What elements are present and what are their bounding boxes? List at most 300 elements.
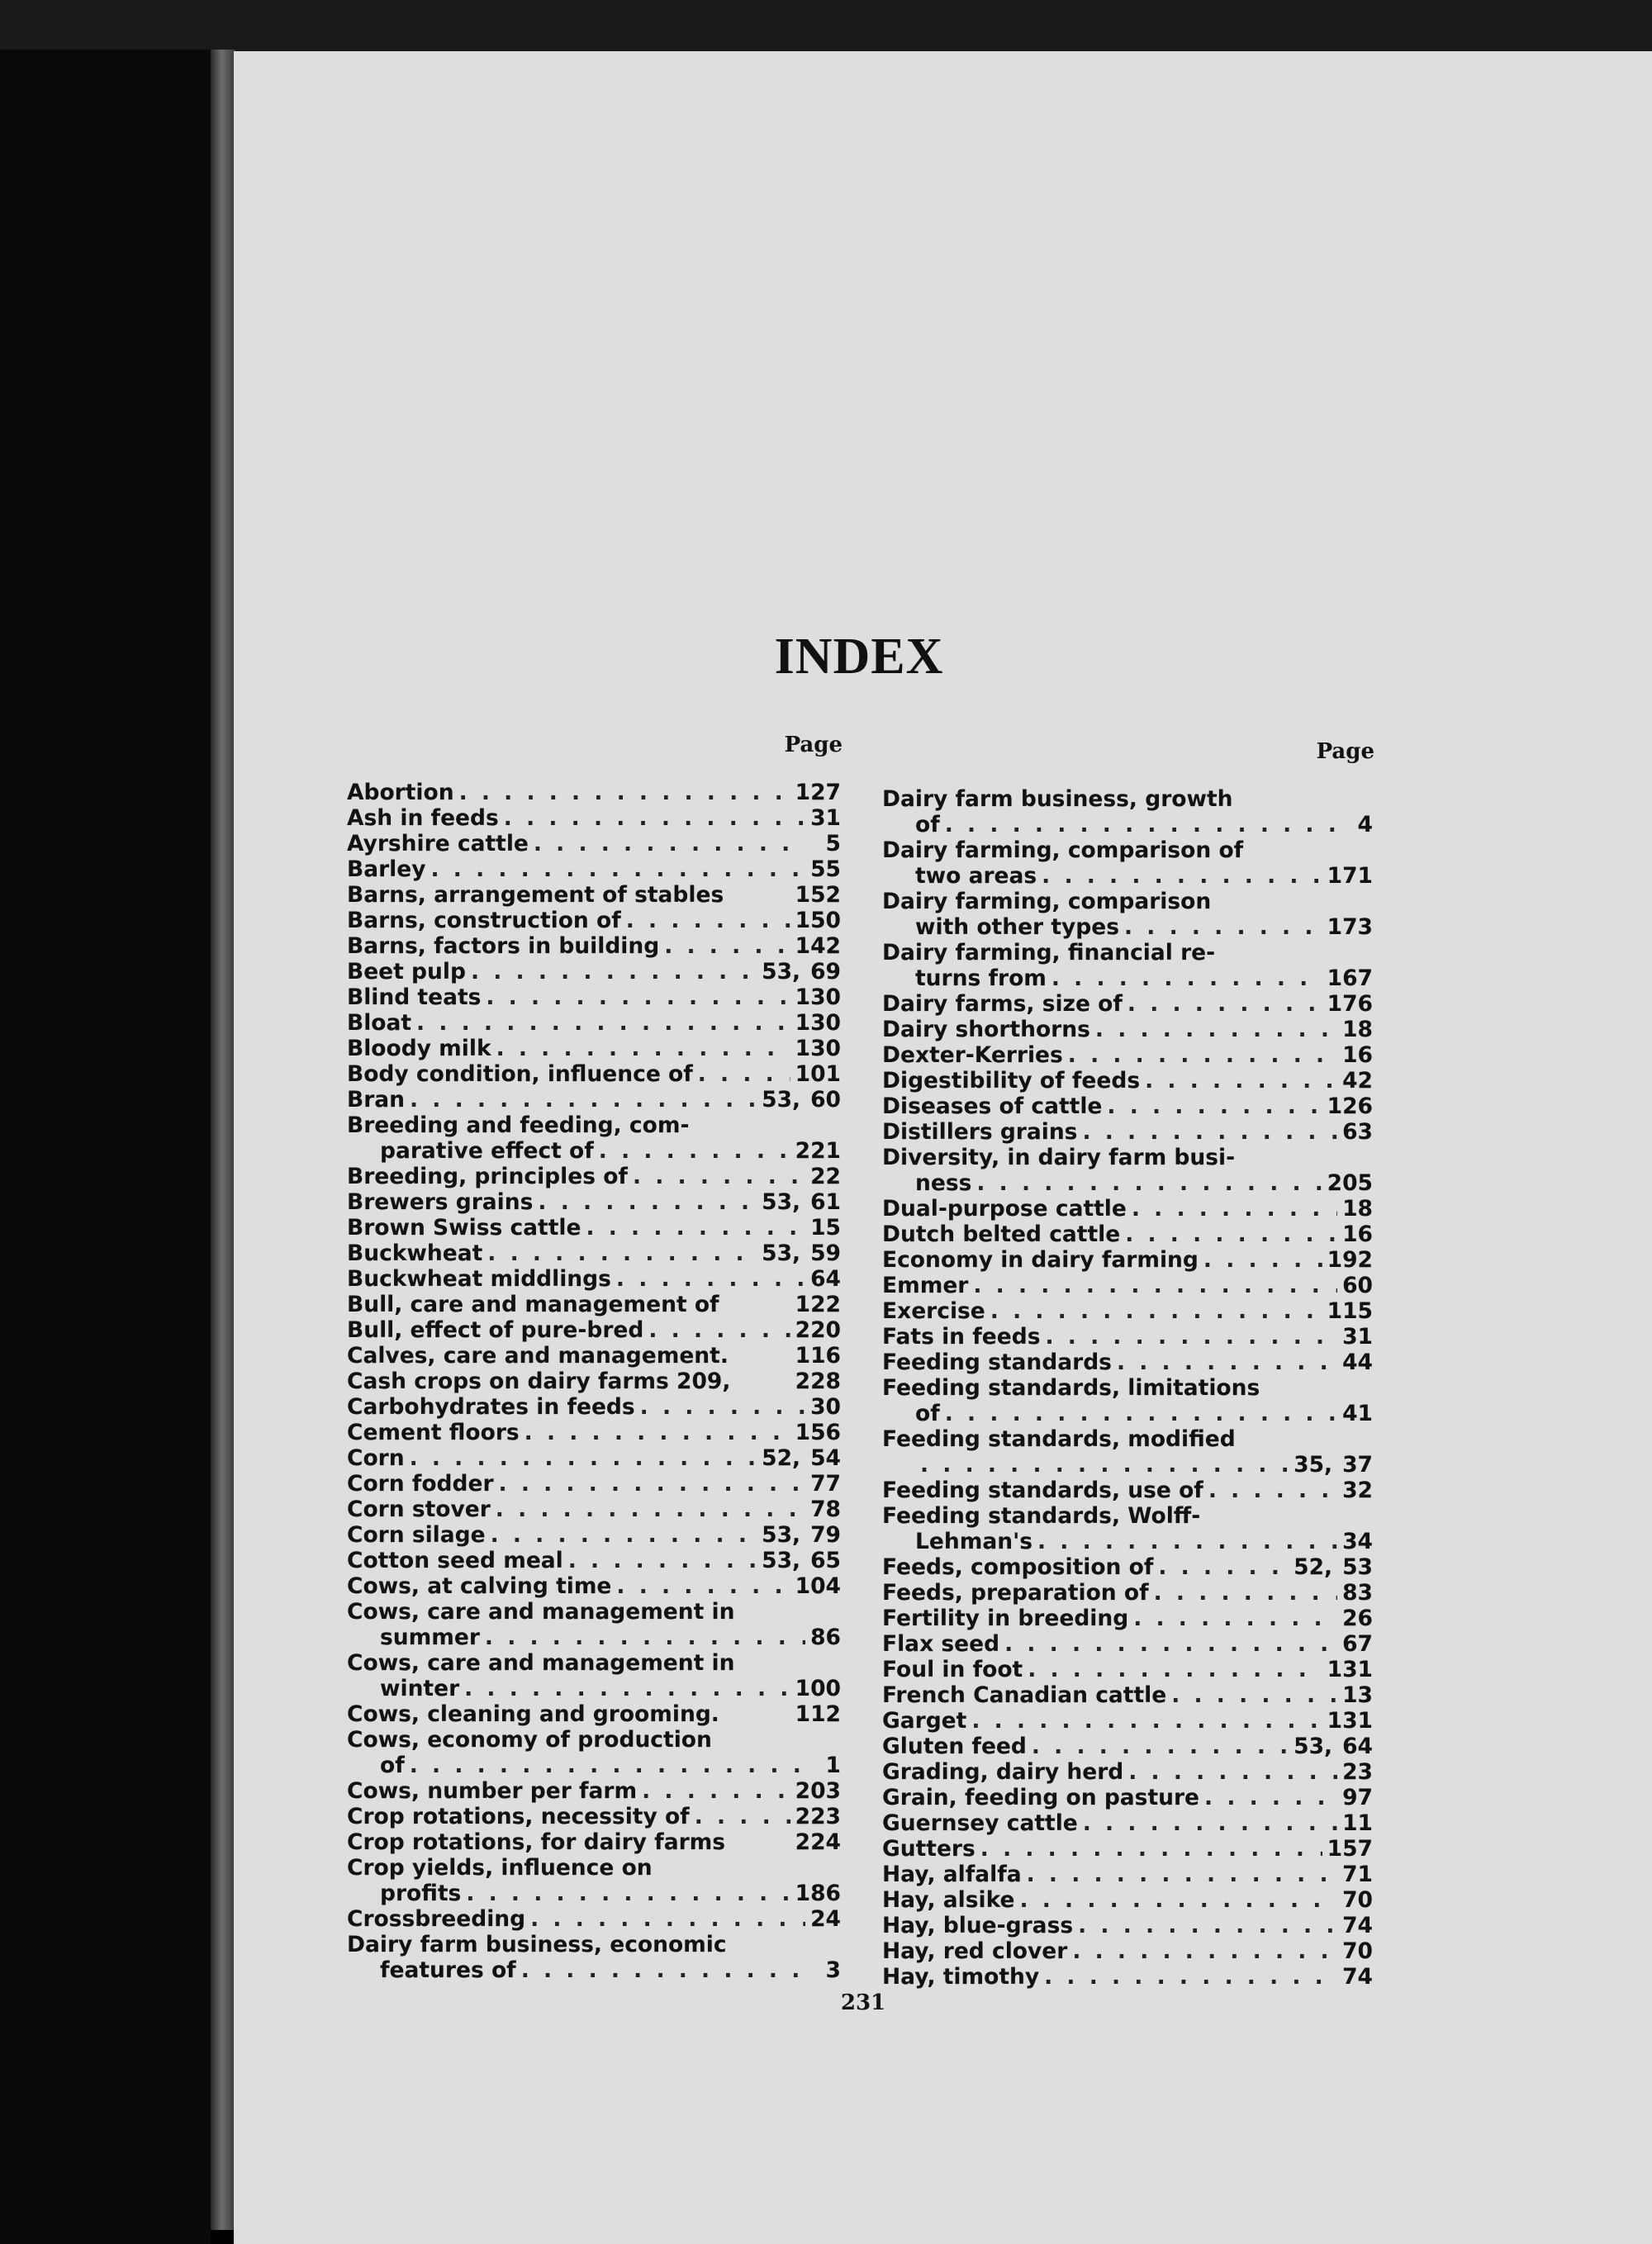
index-entry bbox=[882, 940, 1373, 965]
dot-leader bbox=[1083, 1810, 1337, 1836]
index-entry-term: Gluten feed bbox=[882, 1734, 1027, 1759]
dot-leader bbox=[1051, 965, 1322, 991]
dot-leader bbox=[1145, 1068, 1337, 1094]
scan-top-edge bbox=[0, 0, 1652, 58]
index-entry-page: 220 bbox=[795, 1317, 841, 1343]
dot-leader bbox=[616, 1266, 805, 1292]
index-entry bbox=[882, 1196, 1373, 1222]
index-entry bbox=[882, 1452, 1373, 1478]
dot-leader bbox=[1133, 1606, 1337, 1631]
dot-leader bbox=[1095, 1017, 1337, 1042]
index-entry bbox=[347, 1829, 841, 1855]
dot-leader bbox=[485, 1625, 805, 1650]
index-entry-term: Barns, factors in building bbox=[347, 933, 660, 959]
index-entry bbox=[882, 1887, 1373, 1913]
index-entry-page: 115 bbox=[1327, 1298, 1373, 1324]
dot-leader bbox=[1072, 1938, 1337, 1964]
index-entry-page: 31 bbox=[1342, 1324, 1373, 1350]
index-entry-page: 31 bbox=[810, 805, 841, 831]
index-entry-term: Breeding, principles of bbox=[347, 1164, 628, 1189]
dot-leader bbox=[1068, 1042, 1337, 1068]
index-entry-term: Garget bbox=[882, 1708, 967, 1734]
index-entry-term: Dairy farm business, economic bbox=[347, 1932, 727, 1957]
index-entry-term: of bbox=[380, 1753, 405, 1778]
dot-leader bbox=[1046, 1324, 1338, 1350]
index-entry-term: Flax seed bbox=[882, 1631, 1000, 1657]
index-entry-page: 3 bbox=[825, 1957, 841, 1983]
index-entry-page: 127 bbox=[795, 780, 841, 805]
index-entry bbox=[347, 1087, 841, 1113]
dot-leader bbox=[1042, 863, 1322, 889]
index-entry-page: 60 bbox=[1342, 1273, 1373, 1298]
index-entry bbox=[347, 1676, 841, 1701]
index-entry bbox=[882, 786, 1373, 812]
index-entry-page: 24 bbox=[810, 1906, 841, 1932]
index-entry-page: 64 bbox=[810, 1266, 841, 1292]
index-entry bbox=[882, 1759, 1373, 1785]
left-column-page-header: Page bbox=[784, 733, 843, 757]
index-entry-term: Exercise bbox=[882, 1298, 985, 1324]
index-entry bbox=[347, 1548, 841, 1573]
index-entry-term: Bull, effect of pure-bred bbox=[347, 1317, 644, 1343]
index-entry bbox=[347, 1036, 841, 1061]
index-entry bbox=[347, 1881, 841, 1906]
index-entry bbox=[882, 1068, 1373, 1094]
index-entry-term: Bloody milk bbox=[347, 1036, 491, 1061]
index-entry-term: Buckwheat bbox=[347, 1241, 483, 1266]
index-entry-term: Feeding standards, Wolff- bbox=[882, 1503, 1201, 1529]
index-entry-term: Feeding standards, modified bbox=[882, 1426, 1236, 1452]
index-entry-term: Cows, cleaning and grooming. bbox=[347, 1701, 719, 1727]
index-entry-term: Feeds, composition of bbox=[882, 1554, 1154, 1580]
index-entry bbox=[347, 1164, 841, 1189]
index-left-column bbox=[347, 780, 841, 1983]
index-entry bbox=[347, 831, 841, 856]
index-entry-term: winter bbox=[380, 1676, 460, 1701]
dot-leader bbox=[1128, 1759, 1337, 1785]
index-entry bbox=[882, 1606, 1373, 1631]
index-entry-term: two areas bbox=[915, 863, 1037, 889]
index-entry bbox=[882, 1350, 1373, 1375]
index-entry-page: 70 bbox=[1342, 1938, 1373, 1964]
index-entry-page: 130 bbox=[795, 984, 841, 1010]
dot-leader bbox=[1127, 991, 1322, 1017]
index-entry-extra-page: 35, bbox=[1294, 1452, 1333, 1478]
index-entry-page: 30 bbox=[810, 1394, 841, 1420]
dot-leader bbox=[980, 1836, 1322, 1862]
index-entry-term: Ayrshire cattle bbox=[347, 831, 529, 856]
index-entry bbox=[882, 1734, 1373, 1759]
index-entry-term: Gutters bbox=[882, 1836, 976, 1862]
dot-leader bbox=[648, 1317, 790, 1343]
index-entry bbox=[882, 1529, 1373, 1554]
index-entry-page: 71 bbox=[1342, 1862, 1373, 1887]
page-number: 231 bbox=[840, 1990, 886, 2015]
index-entry-term: Abortion bbox=[347, 780, 454, 805]
index-entry-page: 67 bbox=[1342, 1631, 1373, 1657]
index-entry bbox=[347, 1804, 841, 1829]
index-entry bbox=[347, 1266, 841, 1292]
index-entry-term: Grain, feeding on pasture bbox=[882, 1785, 1200, 1810]
dot-leader bbox=[626, 908, 790, 933]
index-entry-page: 4 bbox=[1357, 812, 1373, 837]
dot-leader bbox=[633, 1164, 805, 1189]
index-entry-term: Dual-purpose cattle bbox=[882, 1196, 1127, 1222]
dot-leader bbox=[1124, 914, 1322, 940]
index-entry bbox=[882, 1554, 1373, 1580]
index-entry bbox=[347, 1138, 841, 1164]
dot-leader bbox=[459, 780, 790, 805]
index-entry-page: 64 bbox=[1342, 1734, 1373, 1759]
dot-leader bbox=[499, 1471, 806, 1497]
index-entry-term: Bloat bbox=[347, 1010, 412, 1036]
index-entry-term: turns from bbox=[915, 965, 1047, 991]
index-entry-page: 65 bbox=[810, 1548, 841, 1573]
index-entry bbox=[347, 1522, 841, 1548]
index-entry bbox=[882, 1170, 1373, 1196]
index-entry-extra-page: 53, bbox=[1294, 1734, 1333, 1759]
index-entry-page: 221 bbox=[795, 1138, 841, 1164]
index-entry-page: 42 bbox=[1342, 1068, 1373, 1094]
index-entry-term: Guernsey cattle bbox=[882, 1810, 1078, 1836]
index-entry-term: Breeding and feeding, com- bbox=[347, 1113, 690, 1138]
index-entry-page: 78 bbox=[810, 1497, 841, 1522]
index-entry bbox=[882, 1682, 1373, 1708]
index-entry-page: 116 bbox=[795, 1343, 841, 1369]
index-entry-page: 16 bbox=[1342, 1222, 1373, 1247]
index-entry bbox=[347, 1061, 841, 1087]
index-entry bbox=[347, 1906, 841, 1932]
index-entry-term: Dutch belted cattle bbox=[882, 1222, 1121, 1247]
dot-leader bbox=[1117, 1350, 1337, 1375]
index-entry-page: 70 bbox=[1342, 1887, 1373, 1913]
index-entry-term: Cows, economy of production bbox=[347, 1727, 712, 1753]
index-entry-page: 130 bbox=[795, 1010, 841, 1036]
index-entry bbox=[882, 1503, 1373, 1529]
index-entry-extra-page: 53, bbox=[762, 1189, 801, 1215]
index-entry bbox=[347, 1727, 841, 1753]
index-entry-term: Cows, care and management in bbox=[347, 1650, 735, 1676]
index-entry-page: 152 bbox=[795, 882, 841, 908]
index-entry bbox=[347, 1778, 841, 1804]
index-entry-term: Barns, construction of bbox=[347, 908, 621, 933]
index-entry bbox=[882, 1375, 1373, 1401]
index-entry-extra-page: 53, bbox=[762, 1241, 801, 1266]
index-entry-term: Carbohydrates in feeds bbox=[347, 1394, 635, 1420]
index-entry bbox=[882, 1785, 1373, 1810]
index-entry bbox=[347, 1701, 841, 1727]
index-entry-page: 131 bbox=[1327, 1657, 1373, 1682]
index-entry-term: Corn fodder bbox=[347, 1471, 494, 1497]
index-entry bbox=[882, 1298, 1373, 1324]
index-entry-term: Diseases of cattle bbox=[882, 1094, 1103, 1119]
index-entry-term: parative effect of bbox=[380, 1138, 594, 1164]
index-entry-extra-page: 53, bbox=[762, 1522, 801, 1548]
dot-leader bbox=[599, 1138, 790, 1164]
index-entry bbox=[882, 991, 1373, 1017]
index-entry bbox=[882, 1938, 1373, 1964]
index-entry-term: Feeding standards, use of bbox=[882, 1478, 1203, 1503]
index-entry-term: Distillers grains bbox=[882, 1119, 1078, 1145]
index-entry-term: Emmer bbox=[882, 1273, 969, 1298]
index-entry-page: 100 bbox=[795, 1676, 841, 1701]
index-entry-term: features of bbox=[380, 1957, 516, 1983]
dot-leader bbox=[1204, 1785, 1337, 1810]
index-entry-page: 11 bbox=[1342, 1810, 1373, 1836]
dot-leader bbox=[410, 1087, 757, 1113]
index-entry-page: 41 bbox=[1342, 1401, 1373, 1426]
index-entry-term: Barley bbox=[347, 856, 426, 882]
dot-leader bbox=[430, 856, 805, 882]
index-entry-term: Corn silage bbox=[347, 1522, 486, 1548]
scan-left-margin bbox=[0, 50, 211, 2244]
dot-leader bbox=[1032, 1734, 1289, 1759]
index-entry-term: Beet pulp bbox=[347, 959, 466, 984]
index-entry-page: 74 bbox=[1342, 1913, 1373, 1938]
index-entry-term: Digestibility of feeds bbox=[882, 1068, 1141, 1094]
index-entry bbox=[882, 1273, 1373, 1298]
index-entry-term: Feeding standards bbox=[882, 1350, 1112, 1375]
index-entry-page: 32 bbox=[1342, 1478, 1373, 1503]
dot-leader bbox=[1208, 1478, 1337, 1503]
index-entry-page: 171 bbox=[1327, 863, 1373, 889]
index-entry-extra-page: 53, bbox=[762, 1548, 801, 1573]
index-entry-page: 1 bbox=[825, 1753, 841, 1778]
index-entry-term: Dairy farms, size of bbox=[882, 991, 1123, 1017]
index-entry bbox=[347, 1855, 841, 1881]
index-entry-page: 228 bbox=[795, 1369, 841, 1394]
index-entry-page: 59 bbox=[810, 1241, 841, 1266]
index-entry bbox=[347, 984, 841, 1010]
index-entry-term: Blind teats bbox=[347, 984, 482, 1010]
book-spine-shadow bbox=[211, 50, 235, 2230]
index-entry bbox=[882, 1478, 1373, 1503]
index-entry bbox=[882, 1401, 1373, 1426]
index-entry-term: profits bbox=[380, 1881, 462, 1906]
index-entry bbox=[347, 933, 841, 959]
dot-leader bbox=[945, 812, 1338, 837]
dot-leader bbox=[525, 1420, 790, 1445]
dot-leader bbox=[1078, 1913, 1337, 1938]
index-entry bbox=[882, 1247, 1373, 1273]
dot-leader bbox=[1154, 1580, 1338, 1606]
index-entry bbox=[347, 780, 841, 805]
index-entry bbox=[882, 914, 1373, 940]
index-entry bbox=[882, 1426, 1373, 1452]
index-entry-page: 223 bbox=[795, 1804, 841, 1829]
index-entry bbox=[347, 1497, 841, 1522]
index-entry-page: 126 bbox=[1327, 1094, 1373, 1119]
index-entry-page: 37 bbox=[1342, 1452, 1373, 1478]
dot-leader bbox=[973, 1273, 1337, 1298]
index-entry-term: Cows, care and management in bbox=[347, 1599, 735, 1625]
index-entry-extra-page: 52, bbox=[1294, 1554, 1333, 1580]
index-entry-term: of bbox=[915, 1401, 940, 1426]
index-entry-term: French Canadian cattle bbox=[882, 1682, 1167, 1708]
index-entry-page: 69 bbox=[810, 959, 841, 984]
index-entry bbox=[347, 805, 841, 831]
index-entry-page: 63 bbox=[1342, 1119, 1373, 1145]
index-entry-term: Fats in feeds bbox=[882, 1324, 1041, 1350]
index-entry-term: Brown Swiss cattle bbox=[347, 1215, 582, 1241]
dot-leader bbox=[530, 1906, 805, 1932]
index-entry-page: 86 bbox=[810, 1625, 841, 1650]
index-entry bbox=[347, 1573, 841, 1599]
dot-leader bbox=[471, 959, 757, 984]
index-entry-term: Hay, alsike bbox=[882, 1887, 1015, 1913]
index-entry bbox=[347, 1113, 841, 1138]
index-entry-term: Hay, blue-grass bbox=[882, 1913, 1074, 1938]
index-entry-page: 205 bbox=[1327, 1170, 1373, 1196]
dot-leader bbox=[945, 1401, 1337, 1426]
index-entry-term: Cement floors bbox=[347, 1420, 520, 1445]
index-entry-page: 5 bbox=[825, 831, 841, 856]
index-entry-term: Barns, arrangement of stables bbox=[347, 882, 724, 908]
index-entry-page: 150 bbox=[795, 908, 841, 933]
dot-leader bbox=[416, 1010, 790, 1036]
index-entry-extra-page: 52, bbox=[762, 1445, 801, 1471]
index-entry bbox=[882, 1222, 1373, 1247]
dot-leader bbox=[642, 1778, 790, 1804]
index-entry-term: Cash crops on dairy farms 209, bbox=[347, 1369, 731, 1394]
index-entry-term: Crop rotations, necessity of bbox=[347, 1804, 690, 1829]
index-entry-term: Dairy farming, comparison bbox=[882, 889, 1212, 914]
page-title: INDEX bbox=[774, 629, 944, 685]
index-entry bbox=[882, 1017, 1373, 1042]
index-entry-page: 142 bbox=[795, 933, 841, 959]
index-entry-term: Corn stover bbox=[347, 1497, 491, 1522]
index-entry-page: 122 bbox=[795, 1292, 841, 1317]
index-entry-term: Dairy farm business, growth bbox=[882, 786, 1233, 812]
index-entry-page: 13 bbox=[1342, 1682, 1373, 1708]
index-entry-page: 74 bbox=[1342, 1964, 1373, 1990]
index-entry bbox=[347, 1189, 841, 1215]
index-entry bbox=[347, 1932, 841, 1957]
index-entry-page: 77 bbox=[810, 1471, 841, 1497]
index-right-column bbox=[882, 786, 1373, 1990]
index-entry-term: Crossbreeding bbox=[347, 1906, 526, 1932]
dot-leader bbox=[695, 1804, 790, 1829]
index-entry-page: 60 bbox=[810, 1087, 841, 1113]
index-entry-extra-page: 53, bbox=[762, 959, 801, 984]
dot-leader bbox=[971, 1708, 1322, 1734]
index-entry-page: 23 bbox=[1342, 1759, 1373, 1785]
index-entry bbox=[882, 1094, 1373, 1119]
index-entry-term: Cows, at calving time bbox=[347, 1573, 612, 1599]
dot-leader bbox=[410, 1753, 806, 1778]
index-entry-page: 53 bbox=[1342, 1554, 1373, 1580]
dot-leader bbox=[504, 805, 805, 831]
dot-leader bbox=[990, 1298, 1322, 1324]
index-entry bbox=[347, 1599, 841, 1625]
index-entry bbox=[347, 1241, 841, 1266]
index-entry-term: Hay, alfalfa bbox=[882, 1862, 1022, 1887]
index-entry bbox=[882, 1631, 1373, 1657]
index-entry bbox=[347, 1010, 841, 1036]
index-entry-term: ness bbox=[915, 1170, 972, 1196]
index-entry-page: 101 bbox=[795, 1061, 841, 1087]
dot-leader bbox=[640, 1394, 805, 1420]
index-entry bbox=[347, 1215, 841, 1241]
index-entry bbox=[347, 1650, 841, 1676]
dot-leader bbox=[466, 1881, 790, 1906]
index-entry bbox=[347, 1625, 841, 1650]
index-entry-page: 224 bbox=[795, 1829, 841, 1855]
index-entry bbox=[882, 1810, 1373, 1836]
index-entry-term: Brewers grains bbox=[347, 1189, 534, 1215]
index-entry-page: 44 bbox=[1342, 1350, 1373, 1375]
dot-leader bbox=[464, 1676, 790, 1701]
dot-leader bbox=[976, 1170, 1322, 1196]
index-entry-term: Hay, timothy bbox=[882, 1964, 1040, 1990]
index-entry-page: 55 bbox=[810, 856, 841, 882]
index-entry bbox=[882, 1324, 1373, 1350]
index-entry bbox=[882, 1964, 1373, 1990]
index-entry-page: 104 bbox=[795, 1573, 841, 1599]
index-entry bbox=[347, 1394, 841, 1420]
index-entry bbox=[882, 889, 1373, 914]
index-entry-page: 26 bbox=[1342, 1606, 1373, 1631]
index-entry-term: Buckwheat middlings bbox=[347, 1266, 611, 1292]
dot-leader bbox=[491, 1522, 757, 1548]
dot-leader bbox=[487, 1241, 757, 1266]
index-entry bbox=[347, 1292, 841, 1317]
index-entry-page: 203 bbox=[795, 1778, 841, 1804]
index-entry-term: Economy in dairy farming bbox=[882, 1247, 1199, 1273]
index-entry bbox=[882, 1708, 1373, 1734]
index-entry bbox=[882, 1862, 1373, 1887]
index-entry bbox=[882, 1119, 1373, 1145]
index-entry-page: 22 bbox=[810, 1164, 841, 1189]
dot-leader bbox=[1107, 1094, 1322, 1119]
index-entry bbox=[347, 1445, 841, 1471]
dot-leader bbox=[1044, 1964, 1337, 1990]
dot-leader bbox=[616, 1573, 790, 1599]
dot-leader bbox=[920, 1452, 1289, 1478]
index-entry-page: 15 bbox=[810, 1215, 841, 1241]
dot-leader bbox=[568, 1548, 757, 1573]
index-entry-term: with other types bbox=[915, 914, 1119, 940]
index-entry-term: Fertility in breeding bbox=[882, 1606, 1129, 1631]
index-entry bbox=[882, 1580, 1373, 1606]
index-entry bbox=[882, 837, 1373, 863]
index-entry bbox=[347, 1753, 841, 1778]
index-entry bbox=[347, 1343, 841, 1369]
index-entry bbox=[347, 908, 841, 933]
dot-leader bbox=[496, 1497, 805, 1522]
dot-leader bbox=[534, 831, 806, 856]
right-column-page-header: Page bbox=[1316, 739, 1374, 764]
index-entry bbox=[347, 882, 841, 908]
index-entry-page: 156 bbox=[795, 1420, 841, 1445]
index-entry-page: 61 bbox=[810, 1189, 841, 1215]
index-entry-page: 79 bbox=[810, 1522, 841, 1548]
dot-leader bbox=[486, 984, 790, 1010]
dot-leader bbox=[1019, 1887, 1337, 1913]
dot-leader bbox=[521, 1957, 806, 1983]
index-entry-page: 97 bbox=[1342, 1785, 1373, 1810]
index-entry-term: Feeding standards, limitations bbox=[882, 1375, 1260, 1401]
index-entry-page: 18 bbox=[1342, 1196, 1373, 1222]
index-entry-page: 157 bbox=[1327, 1836, 1373, 1862]
index-entry-term: Dairy farming, comparison of bbox=[882, 837, 1244, 863]
index-entry-term: Bull, care and management of bbox=[347, 1292, 719, 1317]
index-entry-page: 112 bbox=[795, 1701, 841, 1727]
dot-leader bbox=[1028, 1657, 1322, 1682]
dot-leader bbox=[538, 1189, 757, 1215]
dot-leader bbox=[1132, 1196, 1337, 1222]
index-entry-page: 131 bbox=[1327, 1708, 1373, 1734]
